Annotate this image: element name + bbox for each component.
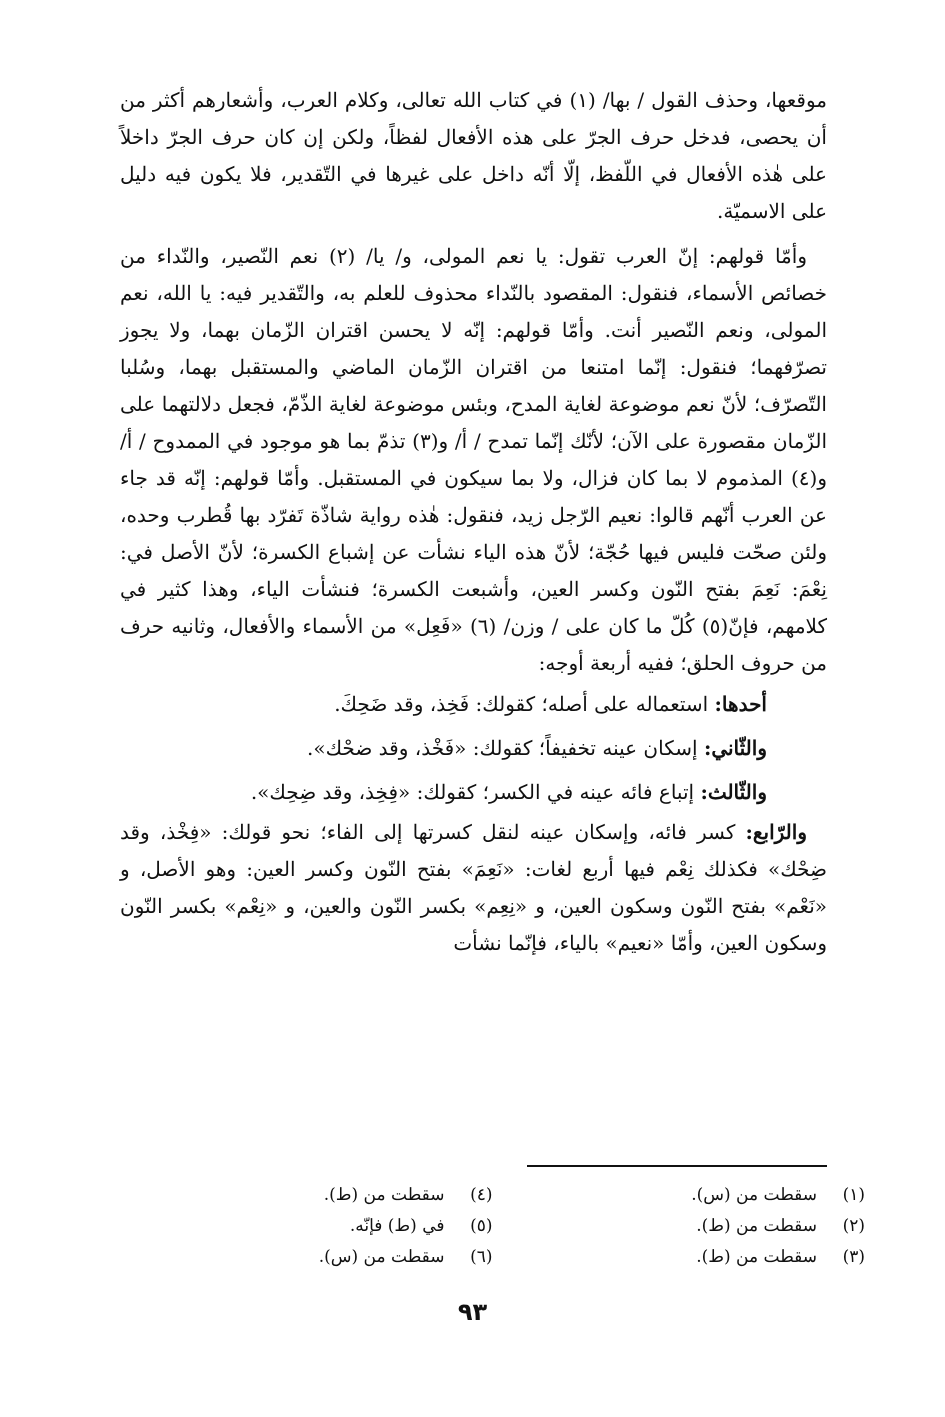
item-text: إسكان عينه تخفيفاً؛ كقولك: «فَخْذ، وقد ضحْك». [306,736,704,760]
paragraph-4 [120,814,827,962]
paragraph-1: موقعها، وحذف القول / بها/ (١) في كتاب الله تعالى، وكلام العرب، وأشعارهم أكثر من أن يحصى، فدخل حرف الجرّ على هذه الأفعال لفظاً، ولكن إن كان حرف الجرّ داخلاً على هٰذه الأفعال في اللّفظ، إلّا أنّه داخل على غيرها في التّقدير، فلا يكون فيه دليل على الاسميّة. [120,88,827,223]
footnote-text: سقطت من (س). [318,1247,445,1267]
footnote-divider [527,1165,827,1167]
footnote-number: (٣) [842,1247,865,1267]
item-lead: أحدها: [714,692,767,716]
footnote-number: (٢) [842,1216,865,1236]
item-text: إتباع فائه عينه في الكسر؛ كقولك: «فِخِذ، وقد ضِحِك». [250,780,701,804]
list-item-2 [120,726,827,770]
item-text: كسر فائه، وإسكان عينه لنقل كسرتها إلى الفاء؛ نحو قولك: «فِخْذ، وقد ضِحْك» فكذلك نِعْم فيها أربع لغات: «نَعِمَ» بفتح النّون وكسر العين: وهو الأصل، و «نَعْم» بفتح النّون وسكون العين، و «نِعِم» بكسر النّون والعين، و «نِعْم» بكسر النّون وسكون العين، وأمّا «نعيم» بالياء، فإنّما نشأت [120,820,827,955]
main-text [120,82,827,962]
footnote [120,1180,493,1211]
footnote-text: سقطت من (ط). [696,1216,817,1236]
footnote-text: في (ط) فإنّه. [349,1216,445,1236]
footnote [493,1180,866,1211]
item-lead: والثّاني: [703,736,767,760]
footnotes [120,1180,865,1273]
footnote [493,1242,866,1273]
footnote-number: (١) [842,1185,865,1205]
footnote-text: سقطت من (س). [691,1185,817,1205]
footnote [120,1242,493,1273]
item-lead: والرّابع: [745,820,807,844]
list-item-3 [120,770,827,814]
footnote-number: (٥) [470,1216,493,1236]
footnote-number: (٤) [470,1185,493,1205]
page-number: ٩٣ [457,1298,488,1326]
footnote-text: سقطت من (ط). [696,1247,817,1267]
item-lead: والثّالث: [700,780,767,804]
list-item-1 [120,682,827,726]
footnote [120,1211,493,1242]
footnote-number: (٦) [470,1247,493,1267]
paragraph-2: وأمّا قولهم: إنّ العرب تقول: يا نعم المولى، و/ يا/ (٢) نعم النّصير، والنّداء من خصائص الأسماء، فنقول: المقصود بالنّداء محذوف للعلم به، والتّقدير فيه: يا الله، نعم المولى، ونعم النّصير أنت. وأمّا قولهم: إنّه لا يحسن اقتران الزّمان بهما، ولا يجوز تصرّفهما؛ فنقول: إنّما امتنعا من اقتران الزّمان الماضي والمستقبل بهما، وسُلبا التّصرّف؛ لأنّ نعم موضوعة لغاية المدح، وبئس موضوعة لغاية الذّمّ، فجعل دلالتهما على الزّمان مقصورة على الآن؛ لأنّك إنّما تمدح / أ/ و(٣) تذمّ بما هو موجود في الممدوح / أ/ و(٤) المذموم لا بما كان فزال، ولا بما سيكون في المستقبل. وأمّا قولهم: إنّه قد جاء عن العرب أنّهم قالوا: نعيم الرّجل زيد، فنقول: هٰذه رواية شاذّة تَفرّد بها قُطرب وحده، ولئن صحّت فليس فيها حُجّة؛ لأنّ هذه الياء نشأت عن إشباع الكسرة؛ لأنّ الأصل في: نِعْمَ: نَعِمَ بفتح النّون وكسر العين، وأشبعت الكسرة؛ فنشأت الياء، وهذا كثير في كلامهم، فإنّ(٥) كُلّ ما كان على / وزن/ (٦) «فَعِل» من الأسماء والأفعال، وثانيه حرف من حروف الحلق؛ ففيه أربعة أوجه: [120,244,827,675]
item-text: استعماله على أصله؛ كقولك: فَخِذ، وقد ضَحِكَ. [334,692,715,716]
footnote [493,1211,866,1242]
footnote-text: سقطت من (ط). [323,1185,445,1205]
